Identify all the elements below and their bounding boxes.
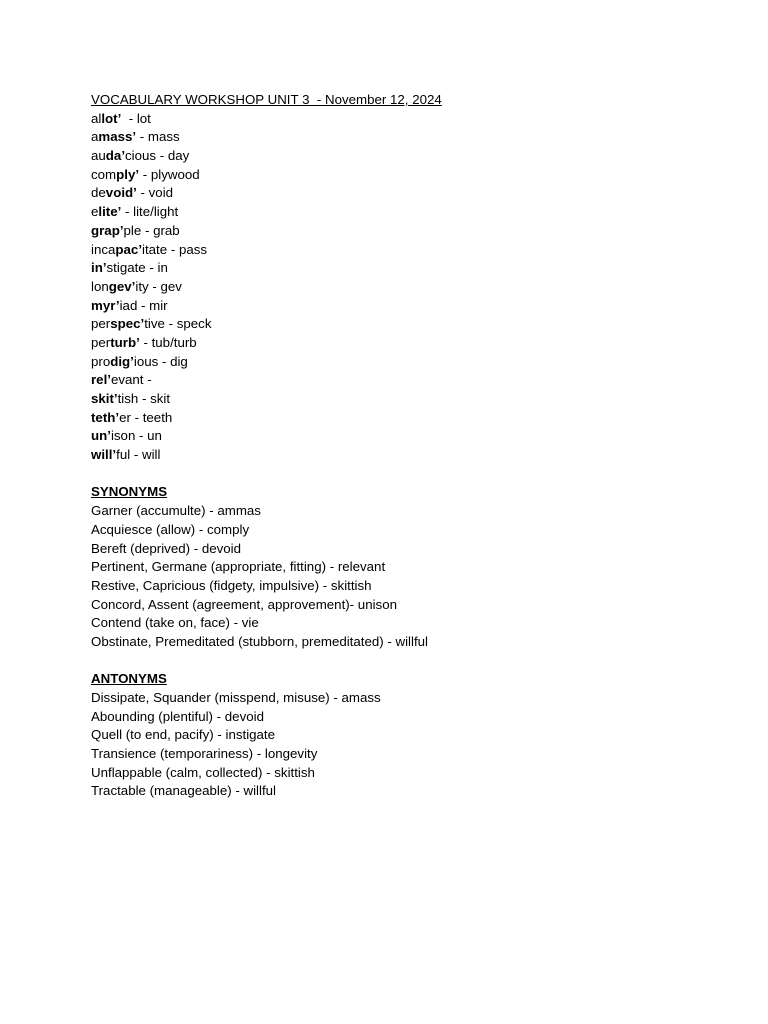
vocab-entry — [91, 110, 731, 129]
vocab-text: ison - un — [110, 428, 162, 444]
antonyms-heading: ANTONYMS — [91, 671, 167, 687]
vocab-entry — [91, 390, 731, 409]
vocab-text: pro — [91, 353, 111, 369]
vocab-text: - plywood — [139, 166, 200, 182]
vocab-text: - tub/turb — [139, 334, 197, 350]
document-body — [91, 91, 731, 801]
synonym-entry: Pertinent, Germane (appropriate, fitting) - relevant — [91, 559, 386, 575]
vocab-text: - mass — [136, 129, 180, 145]
vocab-text: com — [91, 166, 117, 182]
vocab-text: ity - gev — [135, 278, 182, 294]
vocab-text: ious - dig — [133, 353, 188, 369]
vocab-stressed-syllable: teth’ — [91, 409, 120, 425]
vocab-text: - lite/light — [121, 204, 179, 220]
synonym-entry: Concord, Assent (agreement, approvement)- unison — [91, 596, 397, 612]
vocab-text: - lot — [121, 110, 151, 126]
vocab-stressed-syllable: will’ — [91, 447, 117, 463]
synonyms-heading: SYNONYMS — [91, 484, 168, 500]
vocab-entry — [91, 315, 731, 334]
vocab-stressed-syllable: lite’ — [98, 204, 122, 220]
vocab-stressed-syllable: in’ — [91, 260, 107, 276]
vocab-text: per — [91, 316, 111, 332]
synonyms-list — [91, 502, 731, 652]
vocab-text: er - teeth — [119, 409, 173, 425]
antonym-entry: Quell (to end, pacify) - instigate — [91, 727, 276, 743]
vocab-stressed-syllable: skit’ — [91, 391, 118, 406]
vocab-text: itate - pass — [142, 241, 208, 257]
vocab-stressed-syllable: turb’ — [110, 334, 140, 350]
vocab-entry — [91, 297, 731, 316]
vocab-stressed-syllable: pac’ — [115, 241, 143, 257]
vocab-text: al — [91, 110, 102, 126]
vocab-entry — [91, 241, 731, 260]
vocab-entry — [91, 128, 731, 147]
antonym-entry: Transience (temporariness) - longevity — [91, 746, 318, 762]
vocab-entry — [91, 259, 731, 278]
vocab-stressed-syllable: mass’ — [98, 129, 137, 145]
vocab-text: per — [91, 334, 111, 350]
vocab-stressed-syllable: lot’ — [101, 110, 122, 126]
vocab-entry — [91, 371, 731, 390]
vocab-list — [91, 110, 731, 465]
vocab-text: - void — [136, 185, 174, 201]
vocab-entry — [91, 203, 731, 222]
vocab-stressed-syllable: dig’ — [110, 353, 134, 369]
vocab-entry — [91, 166, 731, 185]
vocab-text: ful - will — [116, 447, 161, 463]
synonym-entry: Garner (accumulte) - ammas — [91, 503, 261, 519]
vocab-text: ple - grab — [123, 222, 180, 238]
document-title: VOCABULARY WORKSHOP UNIT 3 - November 12, 2024 — [91, 92, 442, 107]
antonym-entry: Dissipate, Squander (misspend, misuse) - amass — [91, 690, 381, 705]
antonym-entry: Abounding (plentiful) - devoid — [91, 708, 264, 724]
vocab-text: iad - mir — [119, 297, 168, 313]
vocab-stressed-syllable: ply’ — [116, 166, 140, 182]
vocab-entry — [91, 334, 731, 353]
spacer — [91, 465, 731, 484]
synonym-entry: Obstinate, Premeditated (stubborn, premeditated) - willful — [91, 633, 429, 649]
antonyms-list — [91, 689, 731, 801]
synonym-entry: Bereft (deprived) - devoid — [91, 540, 242, 556]
vocab-text: au — [91, 148, 106, 164]
vocab-text: de — [91, 185, 106, 201]
vocab-entry — [91, 222, 731, 241]
vocab-stressed-syllable: gev’ — [108, 278, 136, 294]
vocab-text: lon — [91, 278, 109, 294]
synonym-entry: Acquiesce (allow) - comply — [91, 521, 250, 537]
vocab-text: a — [91, 129, 99, 145]
synonym-entry: Contend (take on, face) - vie — [91, 615, 259, 631]
vocab-stressed-syllable: da’ — [105, 148, 126, 164]
vocab-text: evant - — [110, 372, 152, 388]
vocab-stressed-syllable: spec’ — [110, 316, 145, 332]
antonym-entry: Tractable (manageable) - willful — [91, 783, 277, 799]
vocab-stressed-syllable: un’ — [91, 428, 111, 444]
vocab-text: inca — [91, 241, 116, 257]
vocab-entry — [91, 184, 731, 203]
vocab-stressed-syllable: rel’ — [91, 372, 111, 388]
synonym-entry: Restive, Capricious (fidgety, impulsive) - skittish — [91, 577, 372, 593]
vocab-stressed-syllable: grap’ — [91, 222, 124, 238]
vocab-entry — [91, 353, 731, 372]
vocab-text: tive - speck — [144, 316, 212, 332]
vocab-stressed-syllable: myr’ — [91, 297, 120, 313]
spacer — [91, 652, 731, 671]
vocab-entry — [91, 427, 731, 446]
vocab-text: e — [91, 204, 99, 220]
antonym-entry: Unflappable (calm, collected) - skittish — [91, 764, 315, 780]
vocab-text: stigate - in — [106, 260, 168, 276]
vocab-stressed-syllable: void’ — [105, 185, 137, 201]
vocab-entry — [91, 278, 731, 297]
vocab-entry — [91, 147, 731, 166]
vocab-text: tish - skit — [117, 391, 171, 406]
vocab-text: cious - day — [125, 148, 190, 164]
vocab-entry — [91, 446, 731, 465]
vocab-entry — [91, 409, 731, 428]
